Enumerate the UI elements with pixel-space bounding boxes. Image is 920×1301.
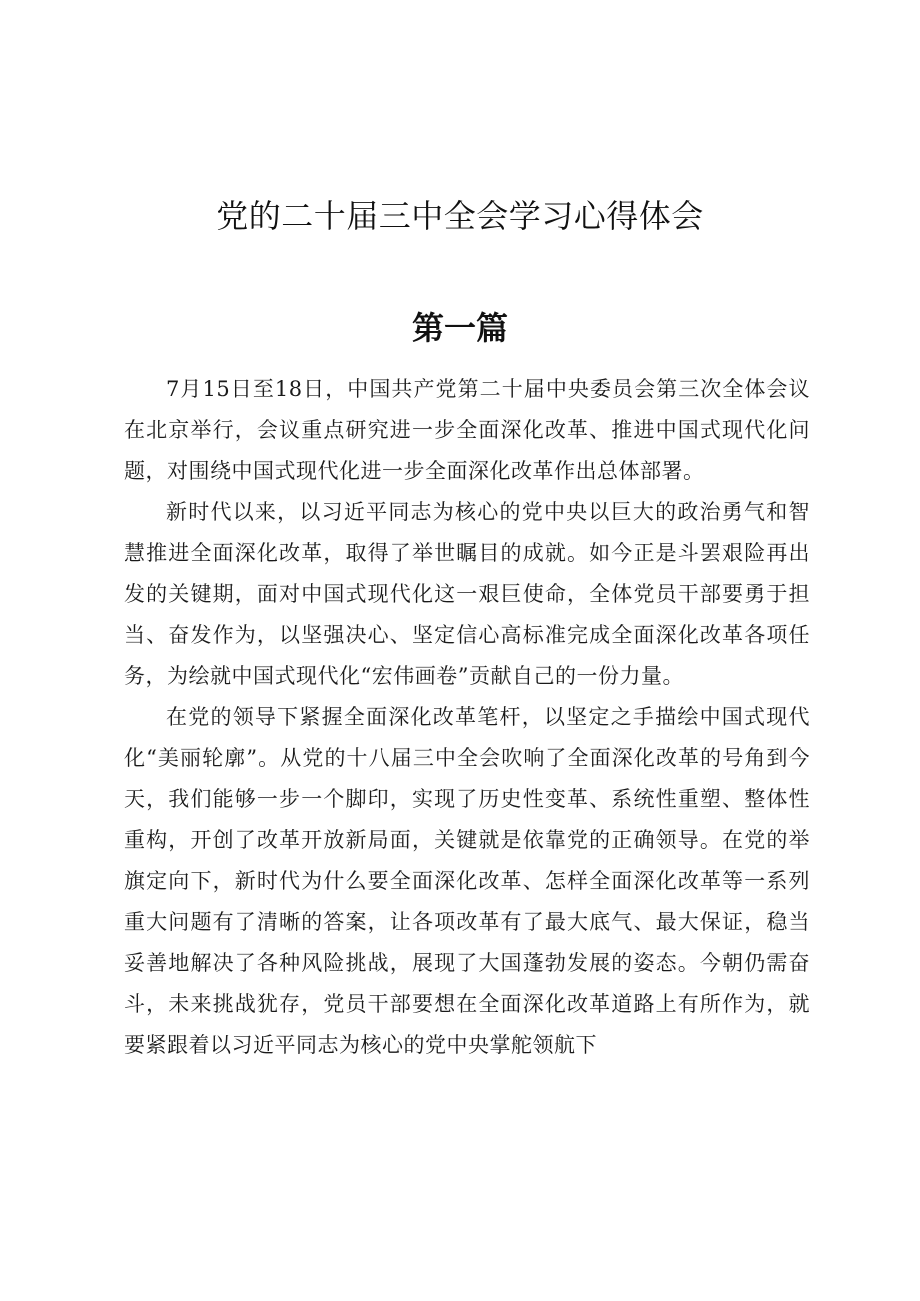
paragraph-3: 在党的领导下紧握全面深化改革笔杆，以坚定之手描绘中国式现代化“美丽轮廓”。从党的十八届三中全会吹响了全面深化改革的号角到今天，我们能够一步一个脚印，实现了历史性变革、系统性重塑、整体性重构，开创了改革开放新局面，关键就是依靠党的正确领导。在党的举旗定向下，新时代为什么要全面深化改革、怎样全面深化改革等一系列重大问题有了清晰的答案，让各项改革有了最大底气、最大保证，稳当妥善地解决了各种风险挑战，展现了大国蓬勃发展的姿态。今朝仍需奋斗，未来挑战犹存，党员干部要想在全面深化改革道路上有所作为，就要紧跟着以习近平同志为核心的党中央掌舵领航下 — [124, 705, 810, 1057]
paragraph-1: 7月15日至18日，中国共产党第二十届中央委员会第三次全体会议在北京举行，会议重点研究进一步全面深化改革、推进中国式现代化问题，对围绕中国式现代化进一步全面深化改革作出总体部署。 — [124, 377, 810, 483]
section-heading: 第一篇 — [411, 309, 508, 347]
document-title: 党的二十届三中全会学习心得体会 — [216, 197, 704, 235]
document-body — [124, 369, 810, 1066]
paragraph-2: 新时代以来，以习近平同志为核心的党中央以巨大的政治勇气和智慧推进全面深化改革，取得了举世瞩目的成就。如今正是斗罢艰险再出发的关键期，面对中国式现代化这一艰巨使命，全体党员干部要勇于担当、奋发作为，以坚强决心、坚定信心高标准完成全面深化改革各项任务，为绘就中国式现代化“宏伟画卷”贡献自己的一份力量。 — [124, 500, 810, 688]
